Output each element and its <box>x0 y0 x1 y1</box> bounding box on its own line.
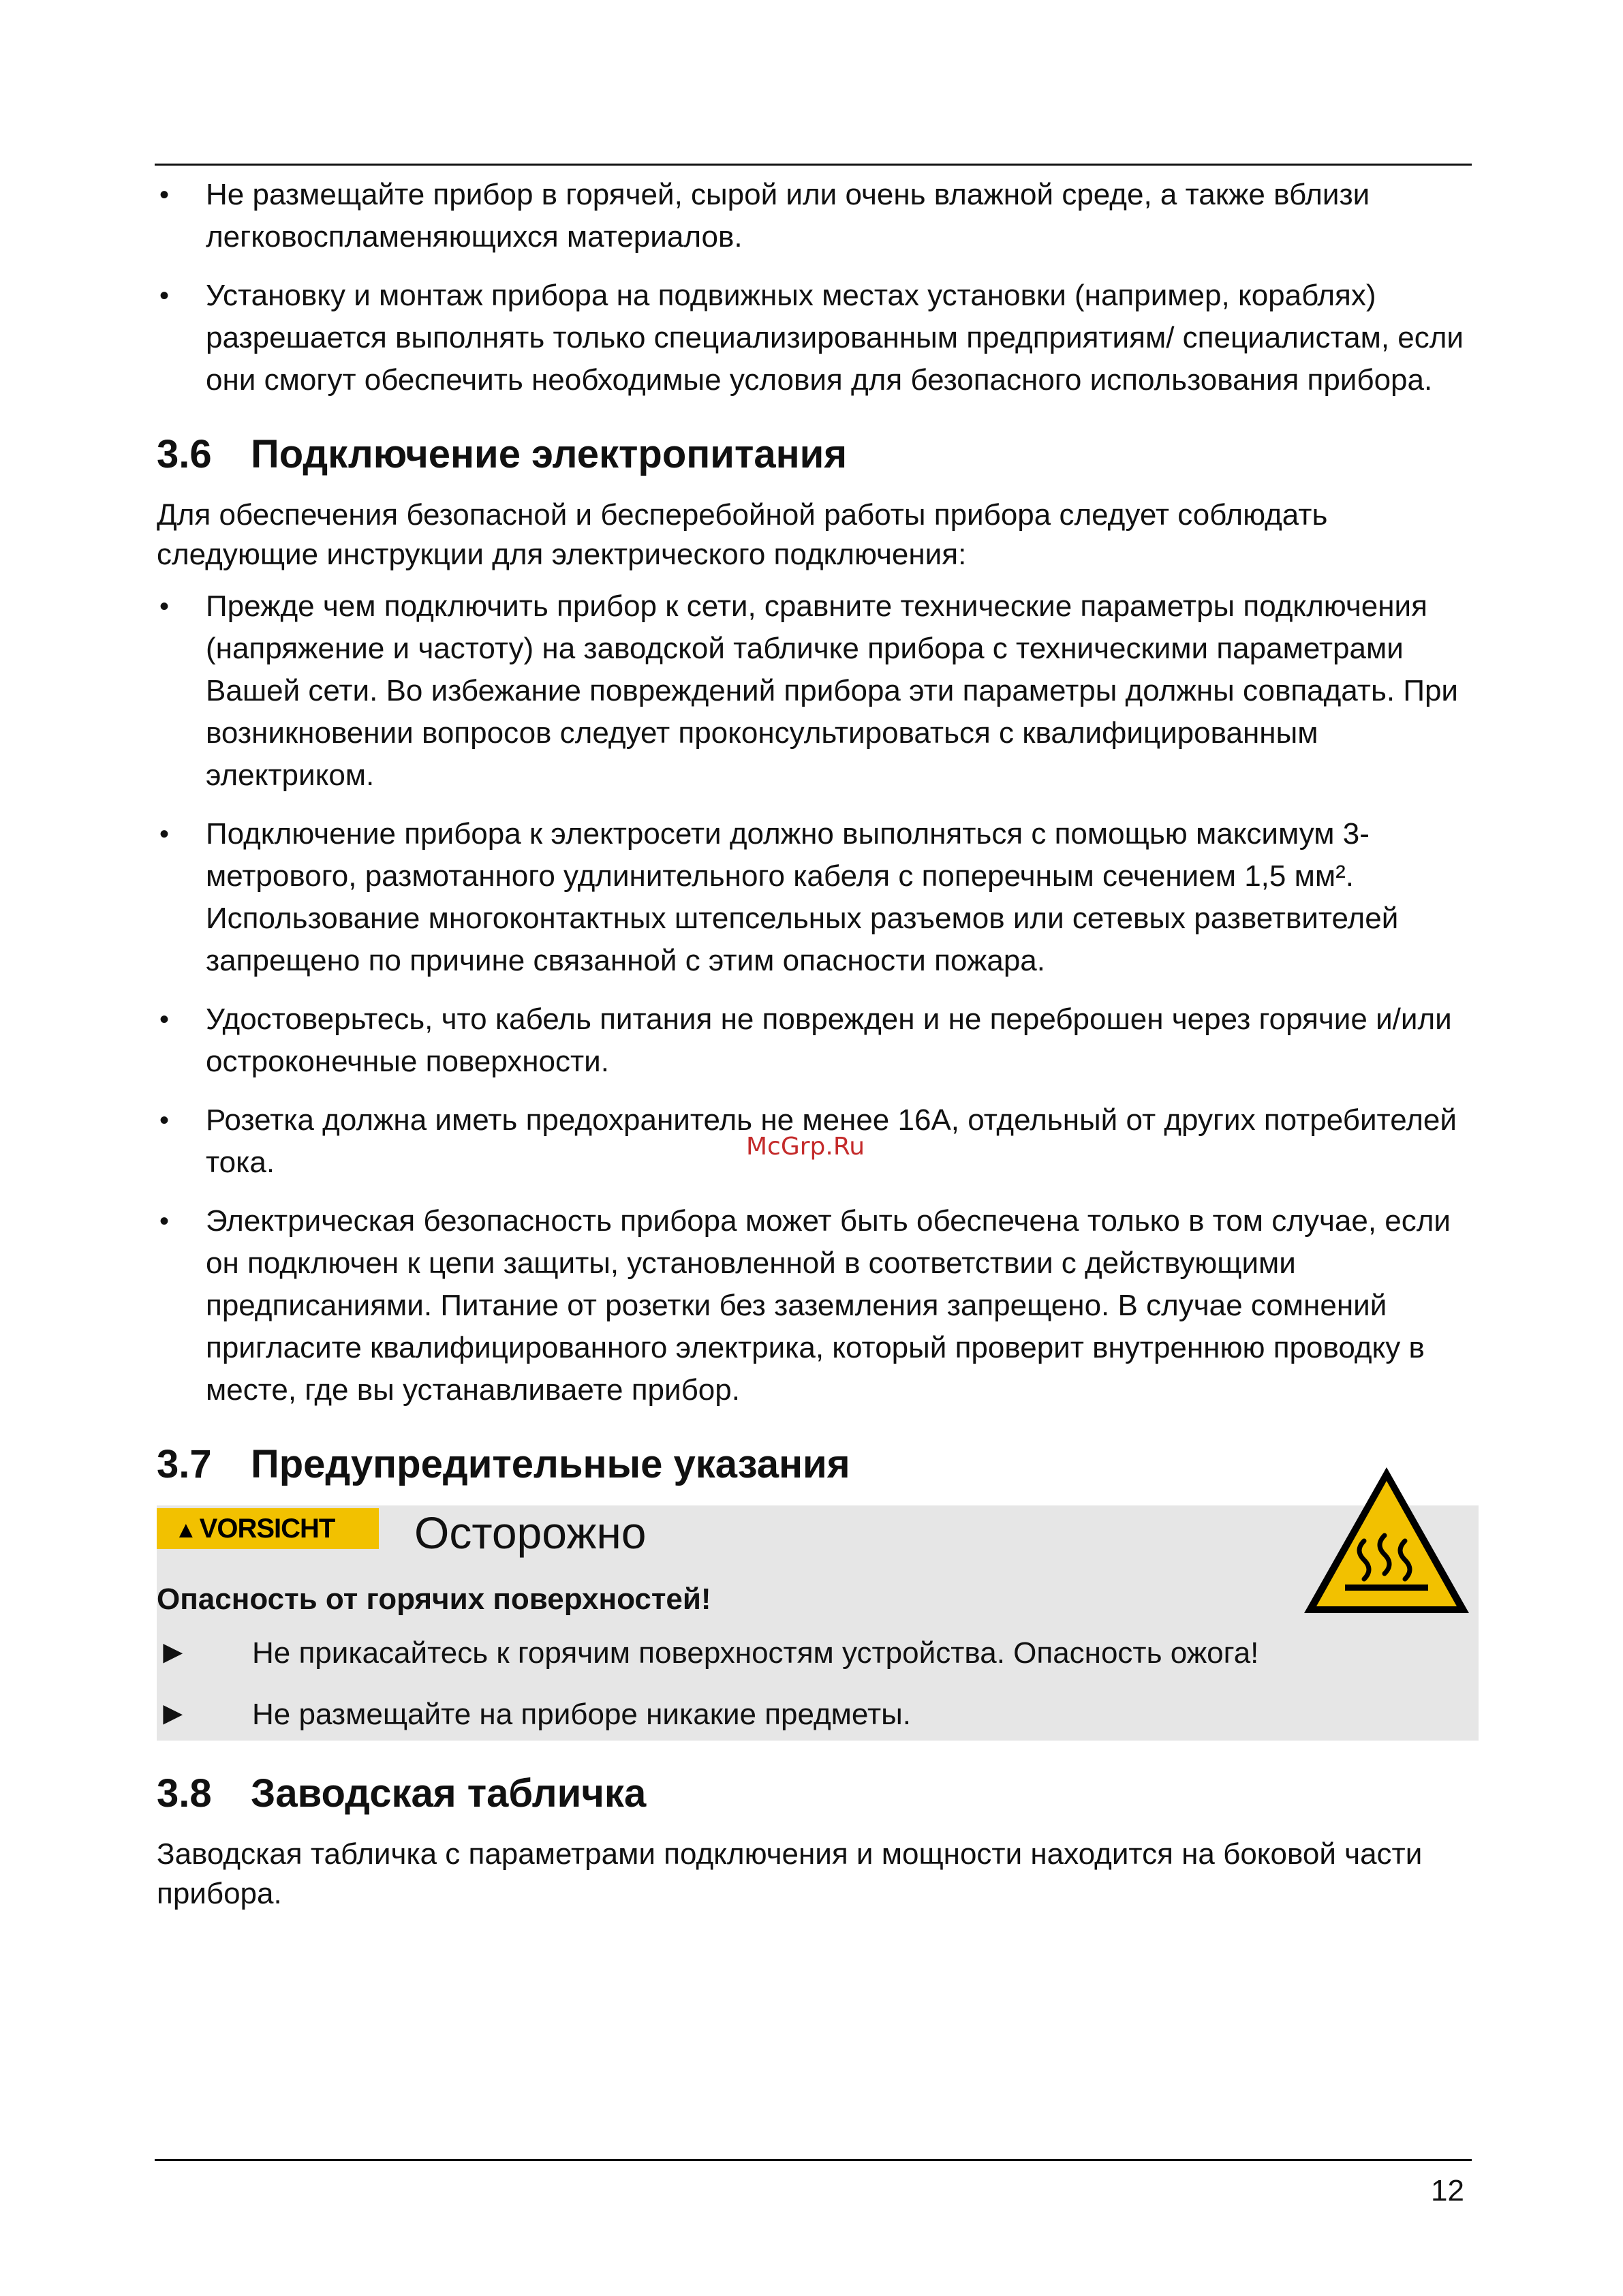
bullet-icon: • <box>159 1005 170 1035</box>
list-item: • Розетка должна иметь предохранитель не менее 16А, отдельный от других потребителей тока. <box>157 1099 1472 1184</box>
section-3-8-text: Заводская табличка с параметрами подключения и мощности находится на боковой части прибора. <box>157 1837 1423 1910</box>
section-title: Подключение электропитания <box>251 432 848 476</box>
top-bullet-list <box>157 174 1472 401</box>
section-number: 3.6 <box>157 432 212 476</box>
warning-box <box>157 1505 1479 1741</box>
list-item: • Подключение прибора к электросети должно выполняться с помощью максимум 3-метрового, размотанного удлинительного кабеля с поперечным сечением 1,5 мм². Использование многоконтактных штепсельных разъемов или сетевых разветвителей запрещено по причине связанной с этим опасности пожара. <box>157 813 1472 982</box>
list-item: • Электрическая безопасность прибора может быть обеспечена только в том случае, если он подключен к цепи защиты, установленной в соответствии с действующими предписаниями. Питание от розетки без заземления запрещено. В случае сомнений пригласите квалифицированного электрика, который проверит внутреннюю проводку в месте, где вы устанавливаете прибор. <box>157 1200 1472 1411</box>
bullet-icon: • <box>159 180 170 210</box>
warning-triangle-icon: ▲ <box>174 1517 197 1543</box>
section-title: Заводская табличка <box>251 1771 647 1816</box>
section-number: 3.7 <box>157 1442 212 1486</box>
warning-title: Осторожно <box>414 1507 647 1558</box>
warning-item: ► Не прикасайтесь к горячим поверхностям устройства. Опасность ожога! <box>157 1632 1258 1674</box>
footer-rule <box>155 2159 1472 2161</box>
section-3-6-bullet-list <box>157 585 1472 1411</box>
watermark: McGrp.Ru <box>746 1133 865 1161</box>
page-number: 12 <box>1431 2174 1464 2207</box>
section-3-7-heading <box>157 1439 1472 1490</box>
section-number: 3.8 <box>157 1771 212 1816</box>
warning-item: ► Не размещайте на приборе никакие предметы. <box>157 1694 911 1735</box>
arrow-right-icon: ► <box>157 1634 189 1670</box>
vorsicht-label: ▲ VORSICHT <box>157 1508 379 1549</box>
bullet-icon: • <box>159 1105 170 1135</box>
bullet-icon: • <box>159 819 170 849</box>
section-3-6-heading <box>157 429 1472 480</box>
list-item: • Установку и монтаж прибора на подвижных местах установки (например, кораблях) разрешается выполнять только специализированным предприятиям/ специалистам, если они смогут обеспечить необходимые условия для безопасного использования прибора. <box>157 275 1472 401</box>
list-item: • Удостоверьтесь, что кабель питания не поврежден и не переброшен через горячие и/или остроконечные поверхности. <box>157 998 1472 1083</box>
list-item: • Не размещайте прибор в горячей, сырой или очень влажной среде, а также вблизи легковоспламеняющихся материалов. <box>157 174 1472 258</box>
warning-subtitle: Опасность от горячих поверхностей! <box>157 1582 711 1616</box>
bullet-icon: • <box>159 281 170 311</box>
hot-surface-warning-icon <box>1301 1465 1472 1617</box>
bullet-icon: • <box>159 1206 170 1236</box>
section-title: Предупредительные указания <box>251 1442 850 1486</box>
page-content <box>157 174 1472 1925</box>
section-3-8-heading <box>157 1768 1472 1820</box>
arrow-right-icon: ► <box>157 1696 189 1732</box>
section-3-6-intro: Для обеспечения безопасной и бесперебойной работы прибора следует соблюдать следующие инструкции для электрического подключения: <box>157 498 1328 571</box>
header-rule <box>155 164 1472 166</box>
list-item: • Прежде чем подключить прибор к сети, сравните технические параметры подключения (напряжение и частоту) на заводской табличке прибора с техническими параметрами Вашей сети. Во избежание повреждений прибора эти параметры должны совпадать. При возникновении вопросов следует проконсультироваться с квалифицированным электриком. <box>157 585 1472 797</box>
bullet-icon: • <box>159 592 170 622</box>
